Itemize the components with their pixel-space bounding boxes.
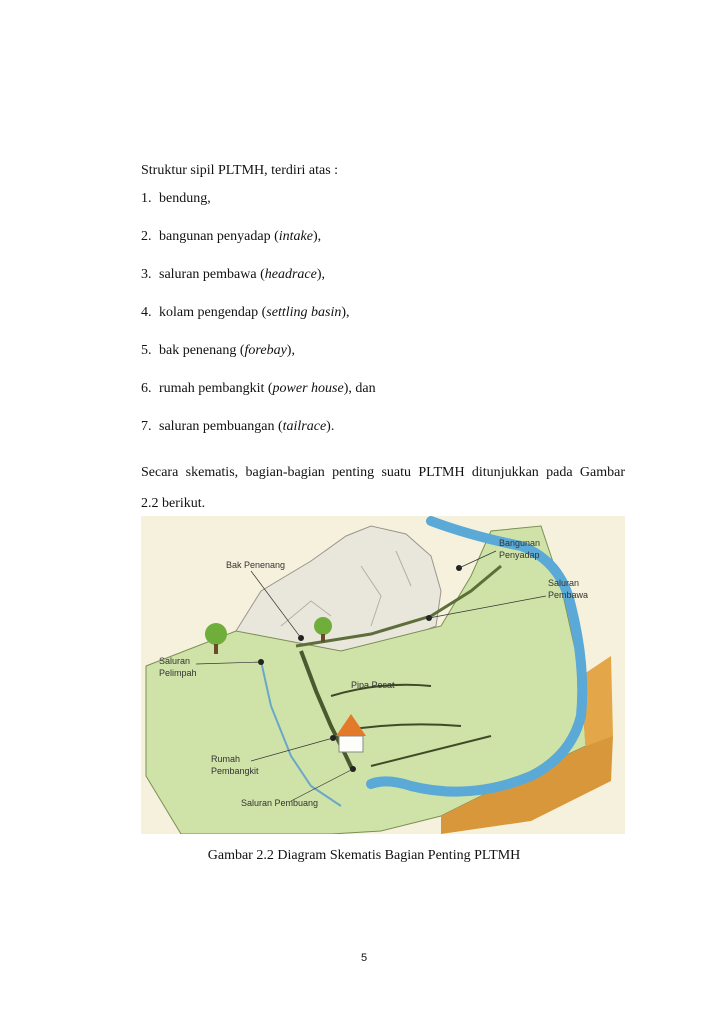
list-text: kolam pengendap ( (159, 305, 267, 320)
list-number: 6. (141, 381, 152, 396)
tree-icon (205, 623, 227, 645)
list-item (141, 305, 350, 321)
list-text: bendung, (159, 191, 211, 206)
powerhouse-building (339, 736, 363, 752)
body-paragraph-line: Secara skematis, bagian-bagian penting suatu PLTMH ditunjukkan pada Gambar (141, 465, 625, 480)
label-rumah-pembangkit: Pembangkit (211, 766, 259, 776)
list-term: headrace (264, 267, 317, 282)
list-item (141, 191, 211, 207)
list-number: 1. (141, 191, 152, 206)
list-text: saluran pembawa ( (159, 267, 265, 282)
label-bangunan-penyadap: Bangunan (499, 538, 541, 548)
label-pipa-pesat: Pipa Pesat (351, 680, 395, 690)
list-term: forebay (244, 343, 287, 358)
pltmh-schematic-figure (141, 516, 625, 834)
list-term: power house (272, 381, 344, 396)
list-term: intake (278, 229, 313, 244)
schematic-illustration (141, 516, 625, 834)
list-text-after: ), (341, 305, 350, 320)
list-text-after: ), (312, 229, 322, 244)
body-paragraph-line: 2.2 berikut. (141, 496, 206, 511)
list-item (141, 381, 376, 397)
list-text: saluran pembuangan ( (159, 419, 283, 434)
label-bak-penenang: Bak Penenang (226, 560, 286, 570)
label-saluran-pelimpah: Pelimpah (159, 668, 197, 678)
list-item (141, 267, 325, 283)
list-term: settling basin (266, 305, 342, 320)
label-saluran-pelimpah: Saluran (159, 656, 191, 666)
list-item (141, 419, 334, 435)
list-text-after: ), (286, 343, 295, 358)
label-saluran-pembawa: Pembawa (548, 590, 589, 600)
list-text-after: ), (316, 267, 325, 282)
label-saluran-pembawa: Saluran (548, 578, 580, 588)
list-item (141, 229, 321, 245)
label-bangunan-penyadap: Penyadap (499, 550, 540, 560)
list-number: 2. (141, 229, 152, 244)
list-number: 5. (141, 343, 152, 358)
label-saluran-pembuang: Saluran Pembuang (241, 798, 319, 808)
list-text: rumah pembangkit ( (159, 381, 273, 396)
page-number: 5 (360, 952, 368, 964)
tree-icon (314, 617, 332, 635)
list-number: 7. (141, 419, 152, 434)
list-item (141, 343, 295, 359)
figure-caption: Gambar 2.2 Diagram Skematis Bagian Penting PLTMH (207, 848, 521, 863)
list-term: tailrace (282, 419, 327, 434)
list-number: 4. (141, 305, 152, 320)
list-text-after: ), dan (343, 381, 376, 396)
list-text-after: ). (326, 419, 335, 434)
label-rumah-pembangkit: Rumah (211, 754, 241, 764)
tree-trunk (321, 634, 325, 642)
intro-text: Struktur sipil PLTMH, terdiri atas : (141, 163, 339, 178)
list-text: bangunan penyadap ( (159, 229, 279, 244)
list-number: 3. (141, 267, 152, 282)
list-text: bak penenang ( (159, 343, 245, 358)
tree-trunk (214, 644, 218, 654)
